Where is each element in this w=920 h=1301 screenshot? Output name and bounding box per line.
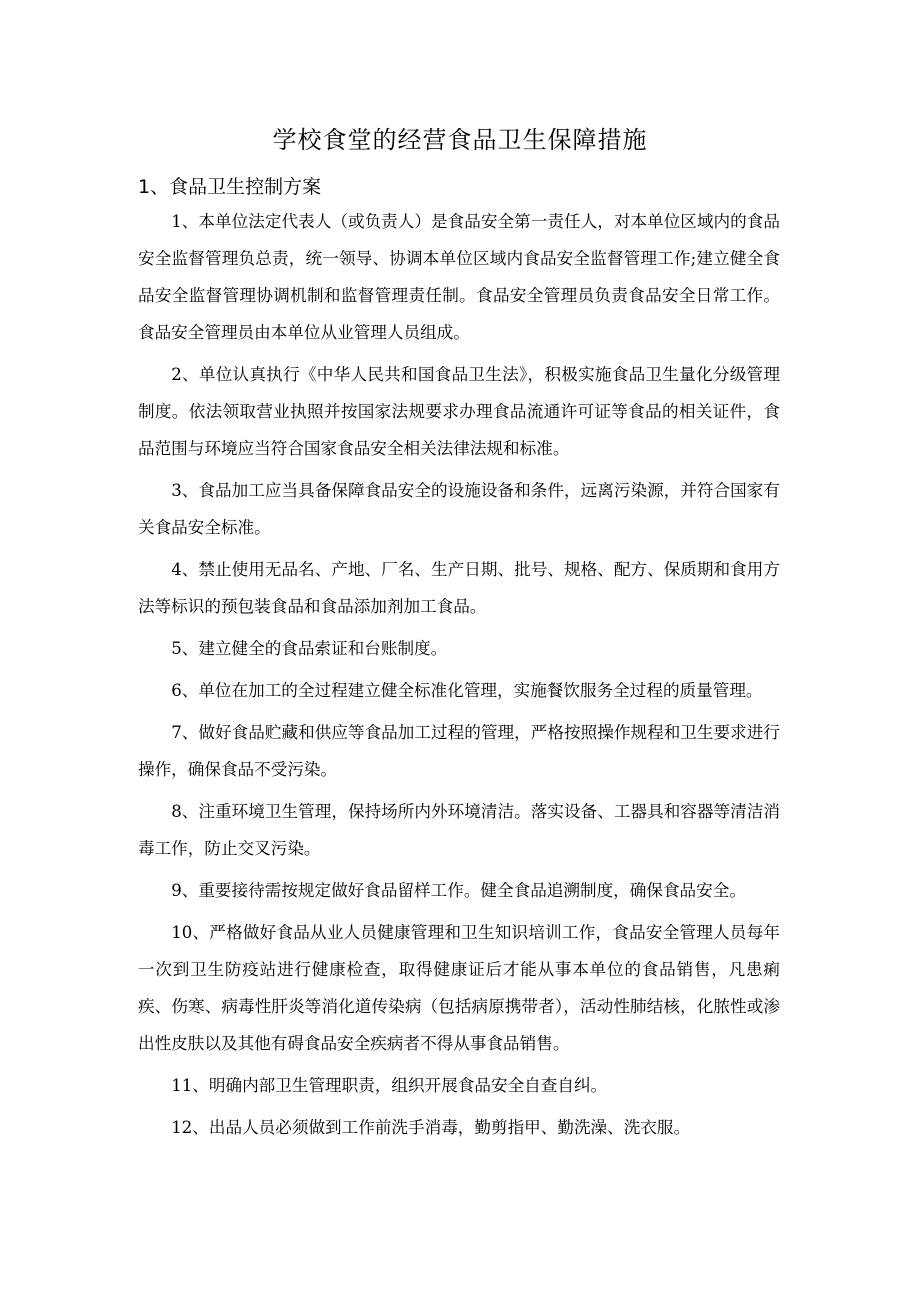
- paragraph-6: 6、单位在加工的全过程建立健全标准化管理，实施餐饮服务全过程的质量管理。: [171, 681, 763, 700]
- paragraph-7: 7、做好食品贮藏和供应等食品加工过程的管理，严格按照操作规程和卫生要求进行操作，确保食品不受污染。: [138, 723, 780, 779]
- page-title: 学校食堂的经营食品卫生保障措施: [272, 126, 648, 154]
- paragraph-1: 1、本单位法定代表人（或负责人）是食品安全第一责任人，对本单位区域内的食品安全监督管理负总责，统一领导、协调本单位区域内食品安全监督管理工作;建立健全食品安全监督管理协调机制和监督管理责任制。食品安全管理员负责食品安全日常工作。食品安全管理员由本单位从业管理人员组成。: [138, 212, 780, 342]
- paragraph-3: 3、食品加工应当具备保障食品安全的设施设备和条件，远离污染源，并符合国家有关食品安全标准。: [138, 481, 780, 537]
- paragraph-12: 12、出品人员必须做到工作前洗手消毒，勤剪指甲、勤洗澡、洗衣服。: [171, 1118, 691, 1137]
- paragraph-2: 2、单位认真执行《中华人民共和国食品卫生法》，积极实施食品卫生量化分级管理制度。依法领取营业执照并按国家法规要求办理食品流通许可证等食品的相关证件，食品范围与环境应当符合国家食品安全相关法律法规和标准。: [138, 365, 780, 458]
- paragraph-11: 11、明确内部卫生管理职责，组织开展食品安全自查自纠。: [171, 1076, 608, 1095]
- paragraph-5: 5、建立健全的食品索证和台账制度。: [171, 639, 448, 658]
- paragraph-4: 4、禁止使用无品名、产地、厂名、生产日期、批号、规格、配方、保质期和食用方法等标识的预包装食品和食品添加剂加工食品。: [138, 560, 780, 616]
- paragraph-9: 9、重要接待需按规定做好食品留样工作。健全食品追溯制度，确保食品安全。: [171, 881, 746, 900]
- paragraph-10: 10、严格做好食品从业人员健康管理和卫生知识培训工作，食品安全管理人员每年一次到卫生防疫站进行健康检查，取得健康证后才能从事本单位的食品销售，凡患痢疾、伤寒、病毒性肝炎等消化道传染病（包括病原携带者），活动性肺结核，化脓性或渗出性皮肤以及其他有碍食品安全疾病者不得从事食品销售。: [138, 923, 780, 1053]
- document-body: [138, 203, 780, 1151]
- paragraph-8: 8、注重环境卫生管理，保持场所内外环境清洁。落实设备、工器具和容器等清洁消毒工作，防止交叉污染。: [138, 802, 780, 858]
- section-heading: 1、食品卫生控制方案: [138, 176, 322, 198]
